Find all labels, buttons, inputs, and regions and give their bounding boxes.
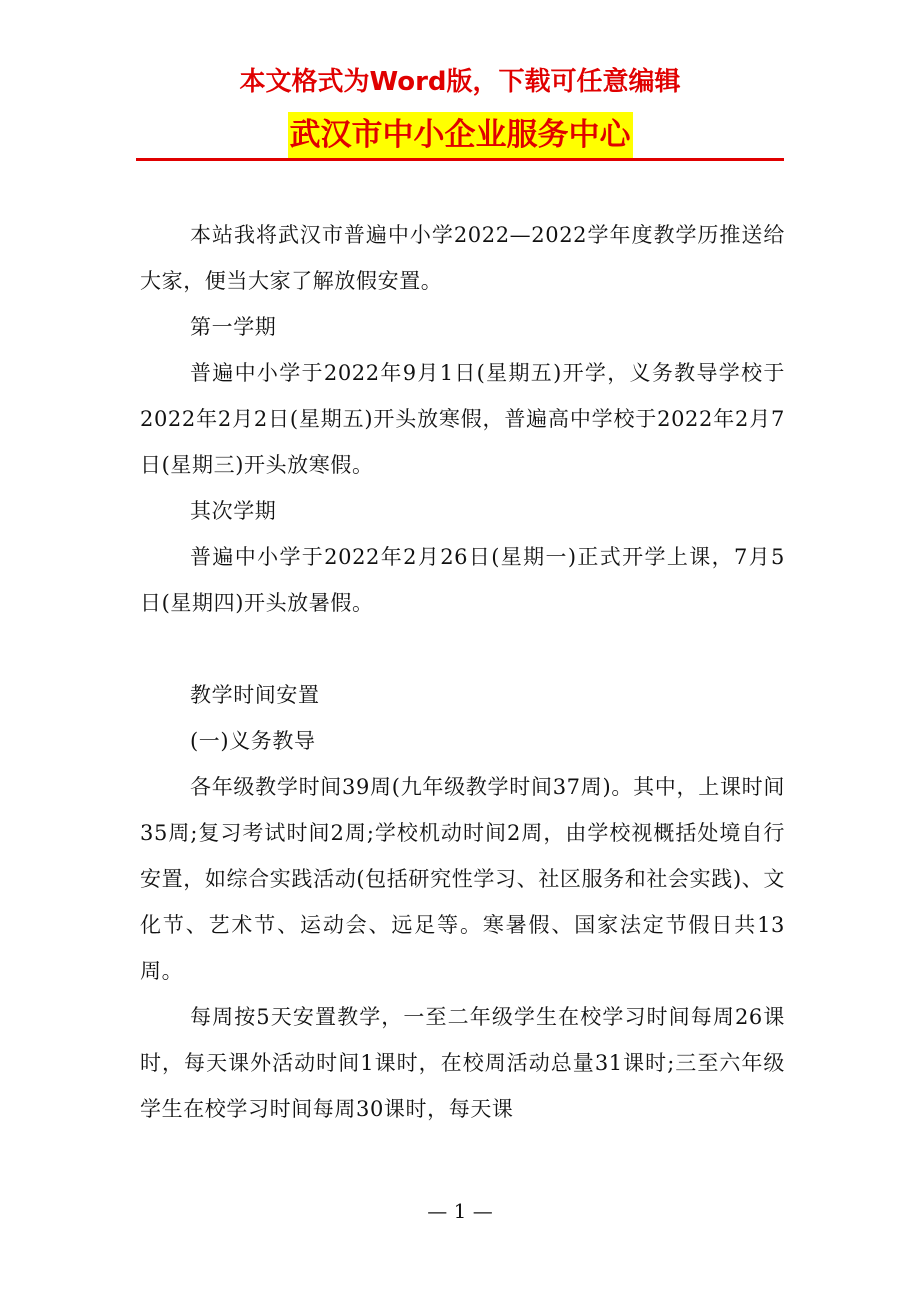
heading-compulsory-education: (一)义务教导	[190, 729, 316, 753]
paragraph-first-semester: 普遍中小学于2022年9月1日(星期五)开学，义务教导学校于2022年2月2日(星期五)开头放寒假，普遍高中学校于2022年2月7日(星期三)开头放寒假。	[140, 361, 785, 477]
paragraph-second-semester: 普遍中小学于2022年2月26日(星期一)正式开学上课，7月5日(星期四)开头放暑假。	[140, 545, 785, 615]
format-notice: 本文格式为Word版，下载可任意编辑	[239, 67, 681, 97]
organization-title-wrapper	[0, 112, 920, 158]
heading-second-semester: 其次学期	[190, 499, 277, 523]
heading-first-semester: 第一学期	[190, 315, 277, 339]
paragraph-weeks: 各年级教学时间39周(九年级教学时间37周)。其中，上课时间35周;复习考试时间2周;学校机动时间2周，由学校视概括处境自行安置，如综合实践活动(包括研究性学习、社区服务和社会实践)、文化节、艺术节、运动会、远足等。寒暑假、国家法定节假日共13周。	[140, 775, 785, 983]
heading-teaching-time: 教学时间安置	[190, 683, 320, 707]
page-number: — 1 —	[427, 1199, 493, 1223]
organization-title: 武汉市中小企业服务中心	[288, 112, 633, 158]
paragraph-weekly-hours: 每周按5天安置教学，一至二年级学生在校学习时间每周26课时，每天课外活动时间1课时，在校周活动总量31课时;三至六年级学生在校学习时间每周30课时，每天课	[140, 1005, 785, 1121]
document-header	[0, 0, 920, 170]
header-divider	[136, 158, 784, 161]
paragraph-intro: 本站我将武汉市普遍中小学2022—2022学年度教学历推送给大家，便当大家了解放假安置。	[140, 223, 785, 293]
document-body	[140, 212, 785, 1132]
